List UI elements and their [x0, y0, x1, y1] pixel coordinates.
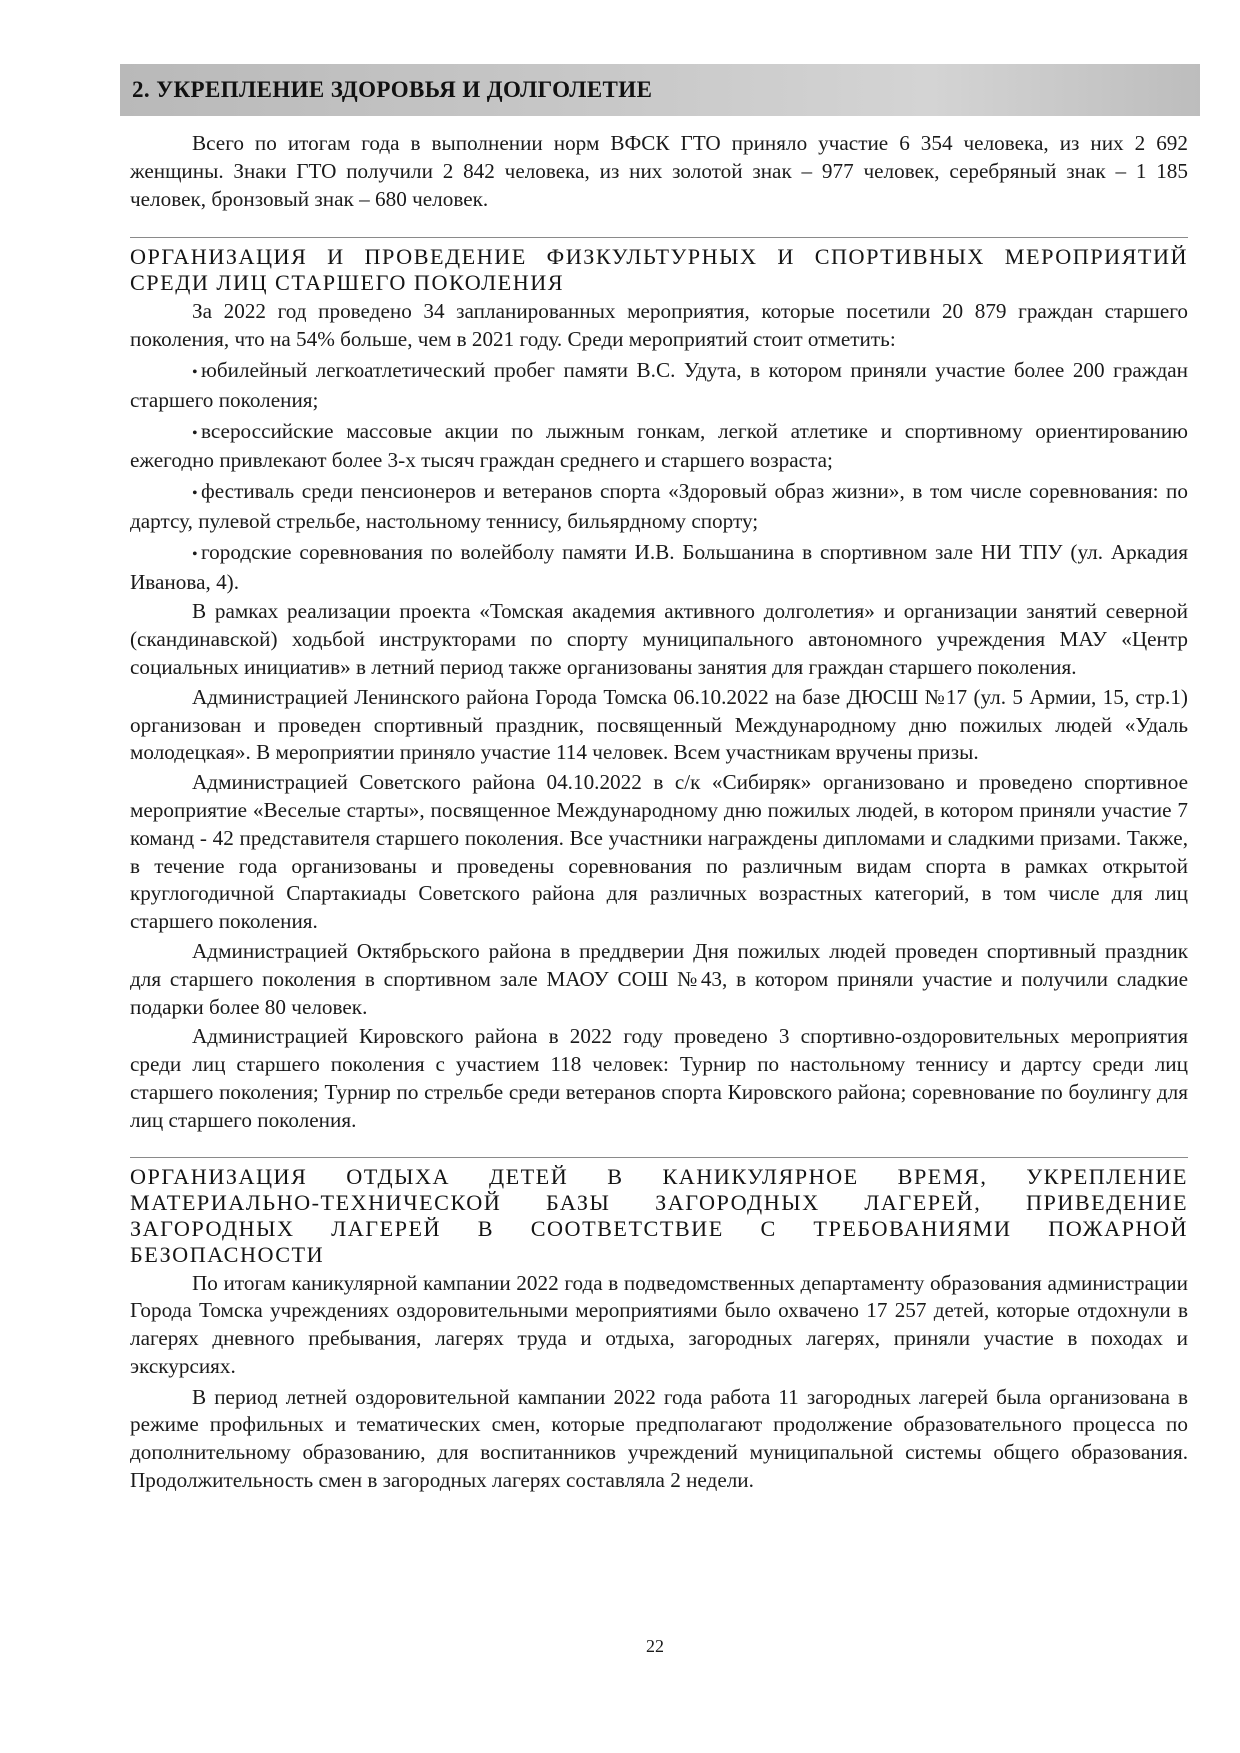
section-banner: [120, 64, 1200, 116]
bullet-dot-icon: •: [192, 545, 198, 563]
section-divider: [130, 237, 1188, 238]
body-paragraph: Администрацией Кировского района в 2022 году проведено 3 спортивно-оздоровительных мероприятия среди лиц старшего поколения с участием 118 человек: Турнир по настольному теннису и дартсу среди лиц старшего поколения; Турнир по стрельбе среди ветеранов спорта Кировского района; соревнование по боулингу для лиц старшего поколения.: [130, 1024, 1188, 1132]
body-paragraph: В период летней оздоровительной кампании 2022 года работа 11 загородных лагерей была организована в режиме профильных и тематических смен, которые предполагают продолжение образовательного процесса по дополнительному образованию, для воспитанников учреждений муниципальной системы общего образования. Продолжительность смен в загородных лагерях составляла 2 недели.: [130, 1384, 1188, 1493]
bullet-text: всероссийские массовые акции по лыжным гонкам, легкой атлетике и спортивному ориентированию ежегодно привлекают более 3-х тысяч граждан среднего и старшего возраста;: [130, 418, 1188, 473]
bullet-dot-icon: •: [192, 424, 198, 442]
page-number: 22: [646, 1636, 664, 1656]
body-paragraph: По итогам каникулярной кампании 2022 года в подведомственных департаменту образования администрации Города Томска учреждениях оздоровительными мероприятиями было охвачено 17 257 детей, которые отдохнули в лагерях дневного пребывания, лагерях труда и отдыха, загородных лагерях, приняли участие в походах и экскурсиях.: [130, 1270, 1188, 1378]
body-paragraph: В рамках реализации проекта «Томская академия активного долголетия» и организации занятий северной (скандинавской) ходьбой инструкторами по спорту муниципального автономного учреждения МАУ «Центр социальных инициатив» в летний период также организованы занятия для граждан старшего поколения.: [130, 599, 1188, 679]
bullet-text: юбилейный легкоатлетический пробег памяти В.С. Удута, в котором приняли участие более 200 граждан старшего поколения;: [130, 357, 1188, 412]
body-paragraph: Администрацией Октябрьского района в преддверии Дня пожилых людей проведен спортивный праздник для старшего поколения в спортивном зале МАОУ СОШ №43, в котором приняли участие и получили сладкие подарки более 80 человек.: [130, 938, 1188, 1019]
bullet-dot-icon: •: [192, 485, 198, 503]
page-content: [130, 130, 1188, 1495]
bullet-item: [130, 539, 1188, 597]
bullet-dot-icon: •: [192, 363, 198, 381]
section-title: 2. УКРЕПЛЕНИЕ ЗДОРОВЬЯ И ДОЛГОЛЕТИЕ: [132, 77, 653, 102]
body-paragraph: Администрацией Советского района 04.10.2022 в с/к «Сибиряк» организовано и проведено спортивное мероприятие «Веселые старты», посвященное Международному дню пожилых людей, в котором приняли участие 7 команд - 42 представителя старшего поколения. Все участники награждены дипломами и сладкими призами. Также, в течение года организованы и проведены соревнования по различным видам спорта в рамках открытой круглогодичной Спартакиады Советского района для различных возрастных категорий, в том числе для лиц старшего поколения.: [130, 770, 1188, 934]
bullet-text: фестиваль среди пенсионеров и ветеранов спорта «Здоровый образ жизни», в том числе соревнования: по дартсу, пулевой стрельбе, настольному теннису, бильярдному спорту;: [130, 479, 1188, 533]
block1-lead-paragraph: За 2022 год проведено 34 запланированных мероприятия, которые посетили 20 879 граждан старшего поколения, что на 54% больше, чем в 2021 году. Среди мероприятий стоит отметить:: [130, 299, 1188, 352]
bullet-item: [130, 478, 1188, 536]
section-divider: [130, 1157, 1188, 1158]
body-paragraph: Администрацией Ленинского района Города Томска 06.10.2022 на базе ДЮСШ №17 (ул. 5 Армии, 15, стр.1) организован и проведен спортивный праздник, посвященный Международному дню пожилых людей «Удаль молодецкая». В мероприятии приняло участие 114 человек. Всем участникам вручены призы.: [130, 684, 1188, 765]
block1-heading: ОРГАНИЗАЦИЯ И ПРОВЕДЕНИЕ ФИЗКУЛЬТУРНЫХ И СПОРТИВНЫХ МЕРОПРИЯТИЙ СРЕДИ ЛИЦ СТАРШЕГО ПОКОЛЕНИЯ: [130, 244, 1188, 296]
intro-paragraph: Всего по итогам года в выполнении норм ВФСК ГТО приняло участие 6 354 человека, из них 2 692 женщины. Знаки ГТО получили 2 842 человека, из них золотой знак – 977 человек, серебряный знак – 1 185 человек, бронзовый знак – 680 человек.: [130, 131, 1188, 211]
bullet-text: городские соревнования по волейболу памяти И.В. Большанина в спортивном зале НИ ТПУ (ул. Аркадия Иванова, 4).: [130, 539, 1188, 594]
block2-heading: ОРГАНИЗАЦИЯ ОТДЫХА ДЕТЕЙ В КАНИКУЛЯРНОЕ ВРЕМЯ, УКРЕПЛЕНИЕ МАТЕРИАЛЬНО-ТЕХНИЧЕСКОЙ БАЗЫ ЗАГОРОДНЫХ ЛАГЕРЕЙ, ПРИВЕДЕНИЕ ЗАГОРОДНЫХ ЛАГЕРЕЙ В СООТВЕТСТВИЕ С ТРЕБОВАНИЯМИ ПОЖАРНОЙ БЕЗОПАСНОСТИ: [130, 1163, 1188, 1267]
bullet-item: [130, 357, 1188, 415]
bullet-item: [130, 418, 1188, 476]
